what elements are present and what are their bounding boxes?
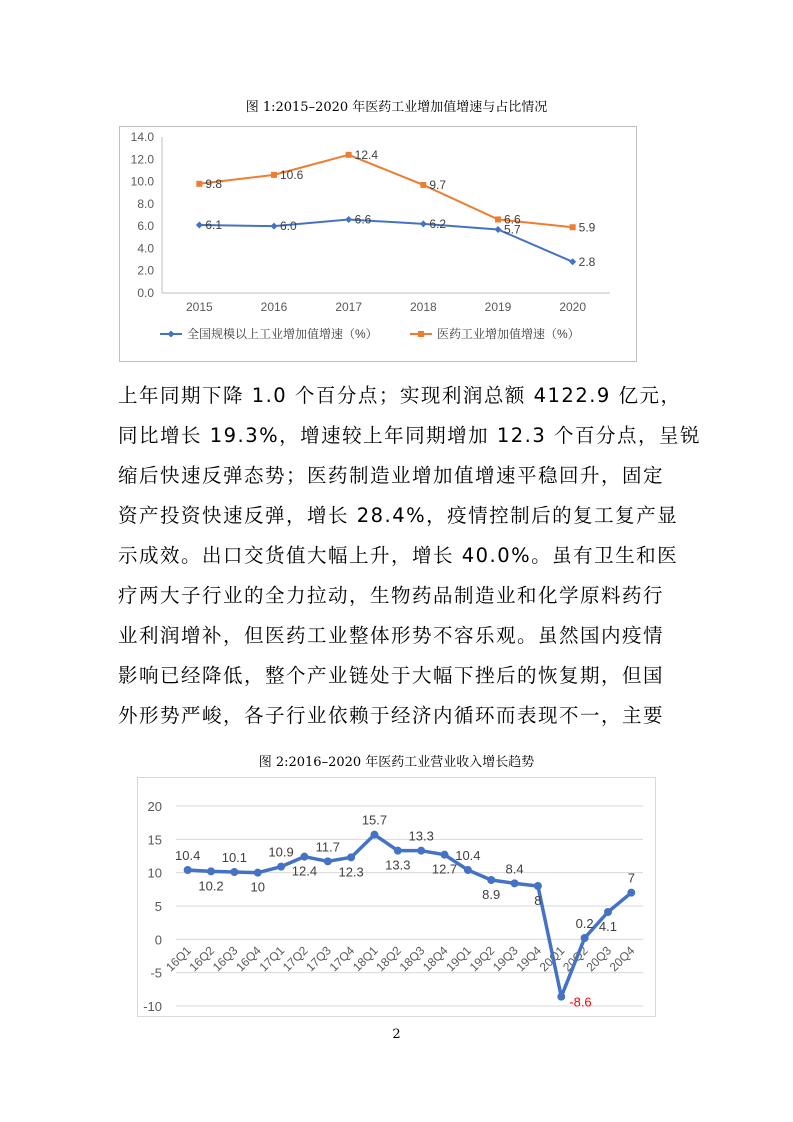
data-label: 10.9 (268, 844, 294, 860)
x-tick-label: 16Q3 (209, 943, 241, 975)
y-tick-label: 5 (154, 899, 162, 914)
y-tick-label: -10 (143, 999, 162, 1014)
y-tick-label: 0.0 (137, 286, 154, 300)
data-label: 5.7 (504, 222, 521, 237)
x-tick-label: 2015 (185, 300, 213, 314)
data-point-marker (346, 152, 352, 158)
data-point-marker (324, 857, 332, 865)
data-label: 13.3 (385, 857, 411, 873)
paragraph-line: 缩后快速反弹态势；医药制造业增加值增速平稳回升，固定 (118, 464, 665, 487)
data-label: 7 (627, 870, 635, 886)
x-tick-label: 19Q4 (513, 943, 545, 975)
data-point-marker (207, 867, 215, 875)
data-point-marker (417, 847, 425, 855)
paragraph-line: 业利润增补，但医药工业整体形势不容乐观。虽然国内疫情 (118, 624, 665, 647)
x-tick-label: 2018 (409, 300, 437, 314)
data-label: 0.2 (575, 916, 594, 931)
data-point-marker (271, 223, 278, 230)
paragraph-line: 影响已经降低，整个产业链处于大幅下挫后的恢复期，但国 (118, 664, 665, 687)
x-tick-label: 16Q1 (163, 943, 194, 975)
data-point-marker (495, 226, 502, 233)
paragraph-line: 外形势严峻，各子行业依赖于经济内循环而表现不一，主要 (118, 704, 665, 727)
x-tick-label: 17Q1 (256, 943, 288, 975)
data-label: 13.3 (408, 828, 434, 844)
x-tick-label: 19Q3 (490, 943, 521, 975)
data-label: 10.6 (280, 167, 304, 182)
y-tick-label: -5 (150, 965, 162, 981)
x-tick-label: 2016 (260, 300, 288, 314)
legend-swatch-marker (168, 331, 175, 338)
data-point-marker (184, 866, 192, 874)
y-tick-label: 6.0 (137, 219, 154, 234)
figure1-chart-svg (120, 127, 636, 361)
legend-label: 医药工业增加值增速（%） (437, 327, 580, 341)
x-tick-label: 20Q1 (536, 943, 568, 975)
figure2-caption: 图 2:2016–2020 年医药工业营业收入增长趋势 (258, 755, 535, 770)
data-point-marker (271, 172, 277, 178)
data-point-marker (347, 853, 355, 861)
x-tick-label: 20Q2 (560, 943, 591, 975)
legend-swatch-marker (418, 331, 424, 337)
data-label: 6.6 (504, 212, 521, 227)
data-label: 15.7 (361, 812, 388, 828)
data-point-marker (570, 224, 576, 230)
data-label: 8.9 (482, 887, 501, 902)
data-point-marker (277, 863, 285, 871)
data-label: 12.4 (291, 863, 318, 879)
data-point-marker (196, 181, 202, 187)
x-tick-label: 18Q1 (349, 943, 381, 975)
y-tick-label: 10.0 (130, 174, 154, 189)
data-label: 9.8 (205, 176, 223, 191)
data-point-marker (604, 908, 612, 916)
x-tick-label: 19Q2 (466, 943, 498, 975)
data-point-marker (420, 220, 427, 227)
x-tick-label: 18Q4 (419, 943, 451, 975)
data-point-marker (196, 222, 203, 229)
paragraph-line: 同比增长 19.3%，增速较上年同期增加 12.3 个百分点，呈锐 (118, 424, 701, 447)
y-tick-label: 2.0 (137, 263, 154, 278)
data-label: 10.2 (198, 878, 224, 894)
figure2-chart (137, 777, 656, 1017)
x-tick-label: 19Q1 (443, 943, 474, 975)
x-tick-label: 2019 (484, 300, 512, 314)
y-tick-label: 12.0 (130, 152, 154, 167)
x-tick-label: 20Q3 (583, 943, 615, 975)
y-tick-label: 14.0 (130, 130, 154, 144)
x-tick-label: 17Q3 (303, 943, 334, 975)
paragraph-line: 示成效。出口交货值大幅上升，增长 40.0%。虽有卫生和医 (118, 544, 679, 567)
data-point-marker (627, 889, 635, 897)
x-tick-label: 20Q4 (606, 943, 638, 975)
x-tick-label: 16Q4 (233, 943, 264, 975)
data-label: 12.3 (338, 864, 364, 880)
paragraph-line: 资产投资快速反弹，增长 28.4%，疫情控制后的复工复产显 (118, 504, 679, 527)
data-point-marker (230, 868, 238, 876)
x-tick-label: 18Q3 (396, 943, 428, 975)
data-label: 8.4 (505, 861, 524, 877)
data-label: 10 (250, 879, 265, 895)
x-tick-label: 17Q4 (326, 943, 358, 975)
data-point-marker (420, 182, 426, 188)
data-point-marker (300, 853, 308, 861)
x-tick-label: 17Q2 (279, 943, 311, 975)
data-point-marker (511, 879, 519, 887)
data-label: 6.6 (354, 212, 372, 227)
figure1-chart (119, 126, 637, 362)
data-label: 9.7 (429, 177, 447, 192)
legend-label: 全国规模以上工业增加值增速（%） (187, 327, 378, 341)
data-label: 11.7 (315, 839, 340, 855)
figure1-caption: 图 1:2015–2020 年医药工业增加值增速与占比情况 (245, 100, 548, 115)
x-tick-label: 18Q2 (373, 943, 404, 975)
y-tick-label: 0 (154, 932, 162, 948)
data-label: 6.0 (280, 219, 297, 234)
page-number: 2 (392, 1027, 401, 1042)
data-point-marker (370, 831, 378, 839)
data-label: 10.4 (175, 848, 201, 863)
data-label: 5.9 (578, 220, 596, 235)
data-point-marker (394, 847, 402, 855)
body-paragraph (118, 376, 701, 736)
data-label: 10.1 (221, 850, 248, 865)
x-tick-label: 2020 (559, 300, 587, 314)
data-point-marker (254, 869, 262, 877)
data-label: 12.7 (431, 861, 458, 877)
data-label: 6.2 (429, 216, 447, 231)
figure2-chart-svg (138, 778, 655, 1016)
data-point-marker (345, 216, 352, 223)
y-tick-label: 4.0 (137, 241, 154, 256)
paragraph-line: 疗两大子行业的全力拉动，生物药品制造业和化学原料药行 (118, 584, 665, 607)
data-label: 2.8 (578, 254, 596, 269)
data-point-marker (534, 882, 542, 890)
data-point-marker (557, 993, 565, 1001)
paragraph-line: 上年同期下降 1.0 个百分点；实现利润总额 4122.9 亿元， (118, 384, 682, 407)
x-tick-label: 16Q2 (186, 943, 218, 975)
x-tick-label: 2017 (335, 300, 363, 314)
data-label: 12.4 (354, 147, 379, 162)
data-point-marker (464, 866, 472, 874)
y-tick-label: 10 (147, 865, 162, 881)
y-tick-label: 8.0 (137, 196, 154, 211)
data-label: 6.1 (205, 218, 223, 233)
data-point-marker (581, 934, 589, 942)
data-point-marker (441, 851, 449, 859)
data-label: 10.4 (455, 848, 481, 863)
data-point-marker (569, 258, 576, 265)
data-label: 4.1 (598, 919, 618, 934)
data-label: 8 (534, 893, 542, 908)
data-point-marker (495, 216, 501, 222)
data-point-marker (487, 876, 495, 884)
data-label: -8.6 (569, 994, 592, 1010)
y-tick-label: 15 (147, 832, 162, 848)
y-tick-label: 20 (147, 799, 162, 814)
